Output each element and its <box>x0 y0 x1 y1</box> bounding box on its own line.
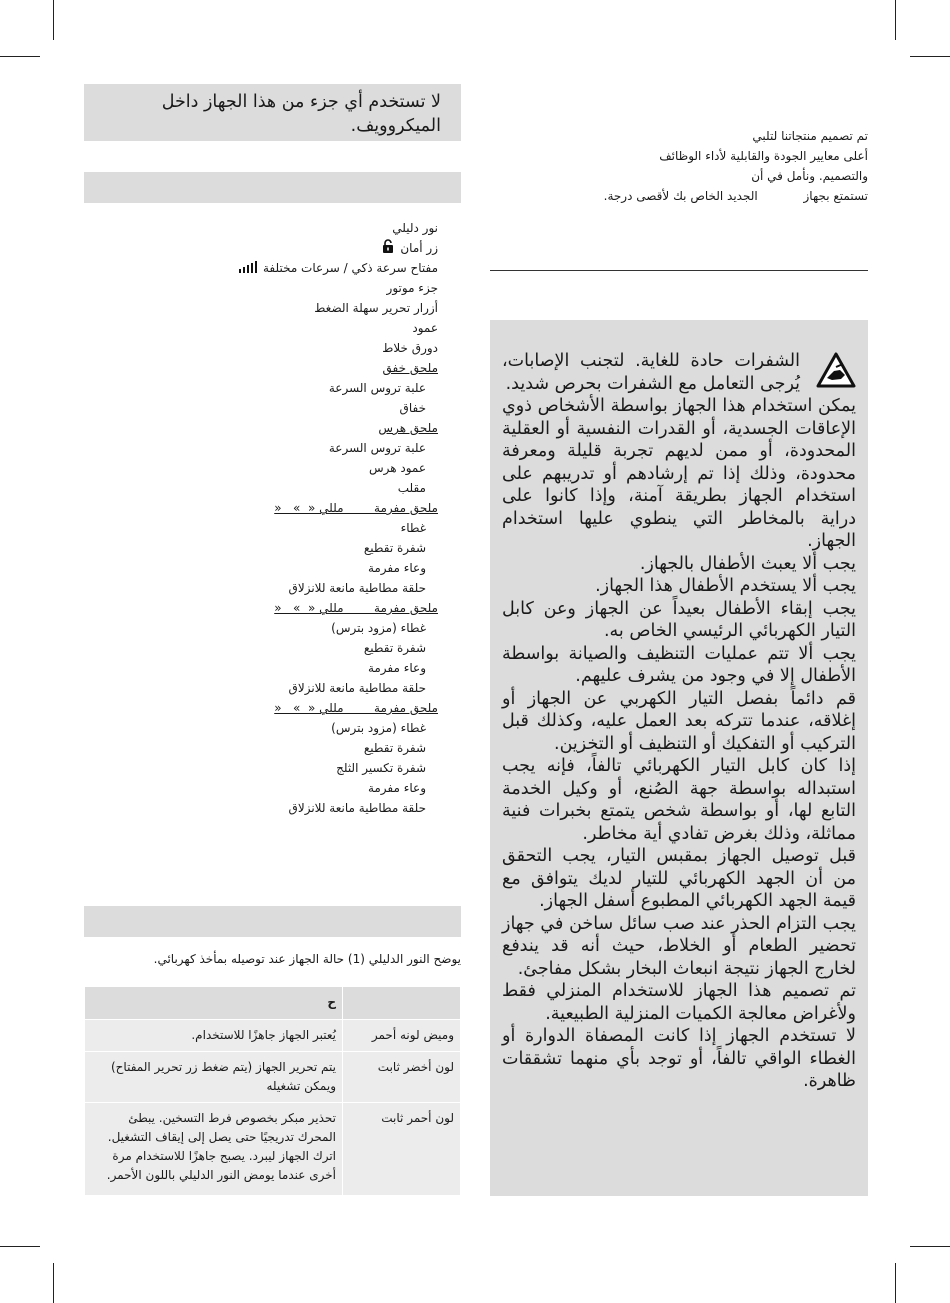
parts-list-item <box>78 718 426 738</box>
parts-list-item <box>78 618 426 638</box>
parts-list-item-label: زر أمان <box>400 241 438 255</box>
parts-list-item-label: ملحق هرس <box>378 421 438 435</box>
safety-paragraph: يجب إبقاء الأطفال بعيداً عن الجهاز وعن كابل التيار الكهربائي الرئيسي الخاص به. <box>502 598 856 641</box>
parts-list-item <box>78 638 426 658</box>
parts-list-item-label: خفاق <box>399 401 426 415</box>
parts-list <box>78 218 438 818</box>
parts-list-item-label: علبة تروس السرعة <box>328 441 426 455</box>
parts-list-item-label: ملحق مفرمة مللي « » « <box>274 601 438 615</box>
indicator-sentence: يوضح النور الدليلي (1) حالة الجهاز عند توصيله بمأخذ كهربائي. <box>153 952 461 966</box>
section-header-bar <box>84 906 461 937</box>
parts-list-item <box>78 798 426 818</box>
parts-list-item <box>78 438 426 458</box>
parts-list-item <box>78 698 438 718</box>
safety-box <box>490 320 868 1196</box>
parts-list-item <box>78 538 426 558</box>
parts-list-item <box>78 518 426 538</box>
parts-list-item <box>78 458 426 478</box>
parts-list-item-label: مفتاح سرعة ذكي / سرعات مختلفة <box>262 261 438 275</box>
crop-mark <box>895 0 896 40</box>
section-header-bar <box>84 172 461 203</box>
parts-list-item-label: غطاء (مزود بترس) <box>331 721 426 735</box>
parts-list-item <box>78 478 426 498</box>
crop-mark <box>910 1246 950 1247</box>
parts-list-item-label: أزرار تحرير سهلة الضغط <box>314 301 438 315</box>
safety-paragraph: قبل توصيل الجهاز بمقبس التيار، يجب التحقق من أن الجهد الكهربائي للتيار لديك يتوافق مع قيمة الجهد الكهربائي المطبوع أسفل الجهاز. <box>502 846 856 911</box>
table-header-cell <box>343 987 461 1020</box>
parts-list-item <box>78 498 438 518</box>
table-cell-meaning: يُعتبر الجهاز جاهزًا للاستخدام. <box>85 1020 343 1052</box>
parts-list-item-label: شفرة تقطيع <box>363 541 426 555</box>
table-cell-meaning: تحذير مبكر بخصوص فرط التسخين. يبطئ المحرك تدريجيًا حتى يصل إلى إيقاف التشغيل. اترك الجهاز ليبرد. يصبح جاهزًا للاستخدام مرة أخرى عندما يومض النور الدليلي باللون الأحمر. <box>85 1103 343 1196</box>
safety-paragraph: إذا كان كابل التيار الكهربائي تالفاً، فإنه يجب استبداله بواسطة جهة الصُنع، أو وكيل الخدمة التابع لها، أو بواسطة شخص يتمتع بخبرات فنية مماثلة، وذلك بغرض تفادي أية مخاطر. <box>502 756 856 844</box>
parts-list-item <box>78 598 438 618</box>
speed-bars-icon <box>239 259 257 279</box>
parts-list-item <box>78 658 426 678</box>
safety-paragraph: قم دائماً بفصل التيار الكهربي عن الجهاز أو إغلاقه، عندما تتركه بعد العمل عليه، وكذلك قبل التركيب أو التفكيك أو التنظيف أو التخزين. <box>502 688 856 754</box>
parts-list-item-label: شفرة تكسير الثلج <box>336 761 426 775</box>
intro-paragraph <box>490 126 868 206</box>
parts-list-item <box>78 338 438 358</box>
indicator-table <box>84 986 461 1196</box>
safety-text <box>502 350 856 1093</box>
parts-list-item-label: ملحق مفرمة مللي « » « <box>274 501 438 515</box>
crop-mark <box>0 56 40 57</box>
parts-list-item-label: علبة تروس السرعة <box>328 381 426 395</box>
parts-list-item <box>78 378 426 398</box>
padlock-icon <box>382 239 394 259</box>
table-cell-state: لون أخضر ثابت <box>343 1052 461 1103</box>
safety-paragraph: تم تصميم هذا الجهاز للاستخدام المنزلي فقط ولأغراض معالجة الكميات المنزلية الطبيعية. <box>502 981 856 1024</box>
parts-list-item-label: حلقة مطاطية مانعة للانزلاق <box>288 581 426 595</box>
crop-mark <box>53 0 54 40</box>
parts-list-item-label: مقلب <box>397 481 426 495</box>
parts-list-item-label: غطاء <box>400 521 426 535</box>
parts-list-item-label: دورق خلاط <box>382 341 438 355</box>
safety-paragraph: يمكن استخدام هذا الجهاز بواسطة الأشخاص ذوي الإعاقات الجسدية، أو القدرات النفسية أو العقلية المحدودة، أو ممن لديهم تجربة قليلة ومعرفة محدودة، وذلك إذا تم إرشادهم أو تدريبهم على استخدام الجهاز بطريقة آمنة، وإذا كانوا على دراية بالمخاطر التي ينطوي عليها استخدام الجهاز. <box>502 396 856 551</box>
safety-paragraph: يجب ألا تتم عمليات التنظيف والصيانة بواسطة الأطفال إلا في وجود من يشرف عليهم. <box>502 643 856 686</box>
parts-list-item <box>78 258 438 278</box>
parts-list-item <box>78 238 438 258</box>
divider <box>490 270 868 271</box>
crop-mark <box>895 1263 896 1303</box>
parts-list-item <box>78 758 426 778</box>
parts-list-item-label: شفرة تقطيع <box>363 641 426 655</box>
crop-mark <box>0 1246 40 1247</box>
table-cell-state: لون أحمر ثابت <box>343 1103 461 1196</box>
table-row <box>85 1020 461 1052</box>
parts-list-item <box>78 558 426 578</box>
table-cell-state: وميض لونه أحمر <box>343 1020 461 1052</box>
parts-list-item <box>78 778 426 798</box>
microwave-warning-box <box>84 84 461 141</box>
table-header-cell: ح <box>85 987 343 1020</box>
parts-list-item <box>78 218 438 238</box>
parts-list-item-label: حلقة مطاطية مانعة للانزلاق <box>288 681 426 695</box>
table-cell-meaning: يتم تحرير الجهاز (يتم ضغط زر تحرير المفتاح) ويمكن تشغيله <box>85 1052 343 1103</box>
parts-list-item-label: ملحق مفرمة مللي « » « <box>274 701 438 715</box>
intro-line: تستمتع بجهاز الجديد الخاص بك لأقصى درجة. <box>603 189 868 203</box>
parts-list-item-label: نور دليلي <box>392 221 438 235</box>
crop-mark <box>910 56 950 57</box>
blade-warning: الشفرات حادة للغاية. لتجنب الإصابات، يُرجى التعامل مع الشفرات بحرص شديد. <box>502 351 800 394</box>
safety-paragraph: لا تستخدم الجهاز إذا كانت المصفاة الدوارة أو الغطاء الواقي تالفاً، أو توجد بأي منهما تشققات ظاهرة. <box>502 1026 856 1091</box>
parts-list-item-label: شفرة تقطيع <box>363 741 426 755</box>
safety-paragraph: يجب ألا يستخدم الأطفال هذا الجهاز. <box>595 576 856 596</box>
safety-paragraph: يجب ألا يعبث الأطفال بالجهاز. <box>639 553 856 574</box>
parts-list-item <box>78 398 426 418</box>
parts-list-item-label: وعاء مفرمة <box>367 781 426 795</box>
parts-list-item <box>78 358 438 378</box>
microwave-warning-text: لا تستخدم أي جزء من هذا الجهاز داخل الميكروويف. <box>161 92 441 136</box>
intro-line: أعلى معايير الجودة والقابلية لأداء الوظائف <box>659 149 868 163</box>
parts-list-item <box>78 678 426 698</box>
parts-list-item-label: وعاء مفرمة <box>367 661 426 675</box>
safety-paragraph: يجب التزام الحذر عند صب سائل ساخن في جهاز تحضير الطعام أو الخلاط، حيث أنه قد يندفع لخارج الجهاز نتيجة انبعاث البخار بشكل مفاجئ. <box>502 913 856 979</box>
parts-list-item-label: عمود هرس <box>368 461 426 475</box>
intro-line: تم تصميم منتجاتنا لتلبي <box>752 129 868 143</box>
parts-list-item-label: ملحق خفق <box>382 361 438 375</box>
parts-list-item-label: جزء موتور <box>386 281 438 295</box>
parts-list-item <box>78 318 438 338</box>
table-row <box>85 1052 461 1103</box>
parts-list-item <box>78 418 438 438</box>
parts-list-item-label: وعاء مفرمة <box>367 561 426 575</box>
parts-list-item-label: غطاء (مزود بترس) <box>331 621 426 635</box>
parts-list-item <box>78 738 426 758</box>
intro-line: والتصميم. ونأمل في أن <box>751 169 868 183</box>
parts-list-item <box>78 578 426 598</box>
crop-mark <box>53 1263 54 1303</box>
parts-list-item <box>78 298 438 318</box>
parts-list-item-label: حلقة مطاطية مانعة للانزلاق <box>288 801 426 815</box>
parts-list-item <box>78 278 438 298</box>
table-row <box>85 1103 461 1196</box>
parts-list-item-label: عمود <box>412 321 438 335</box>
